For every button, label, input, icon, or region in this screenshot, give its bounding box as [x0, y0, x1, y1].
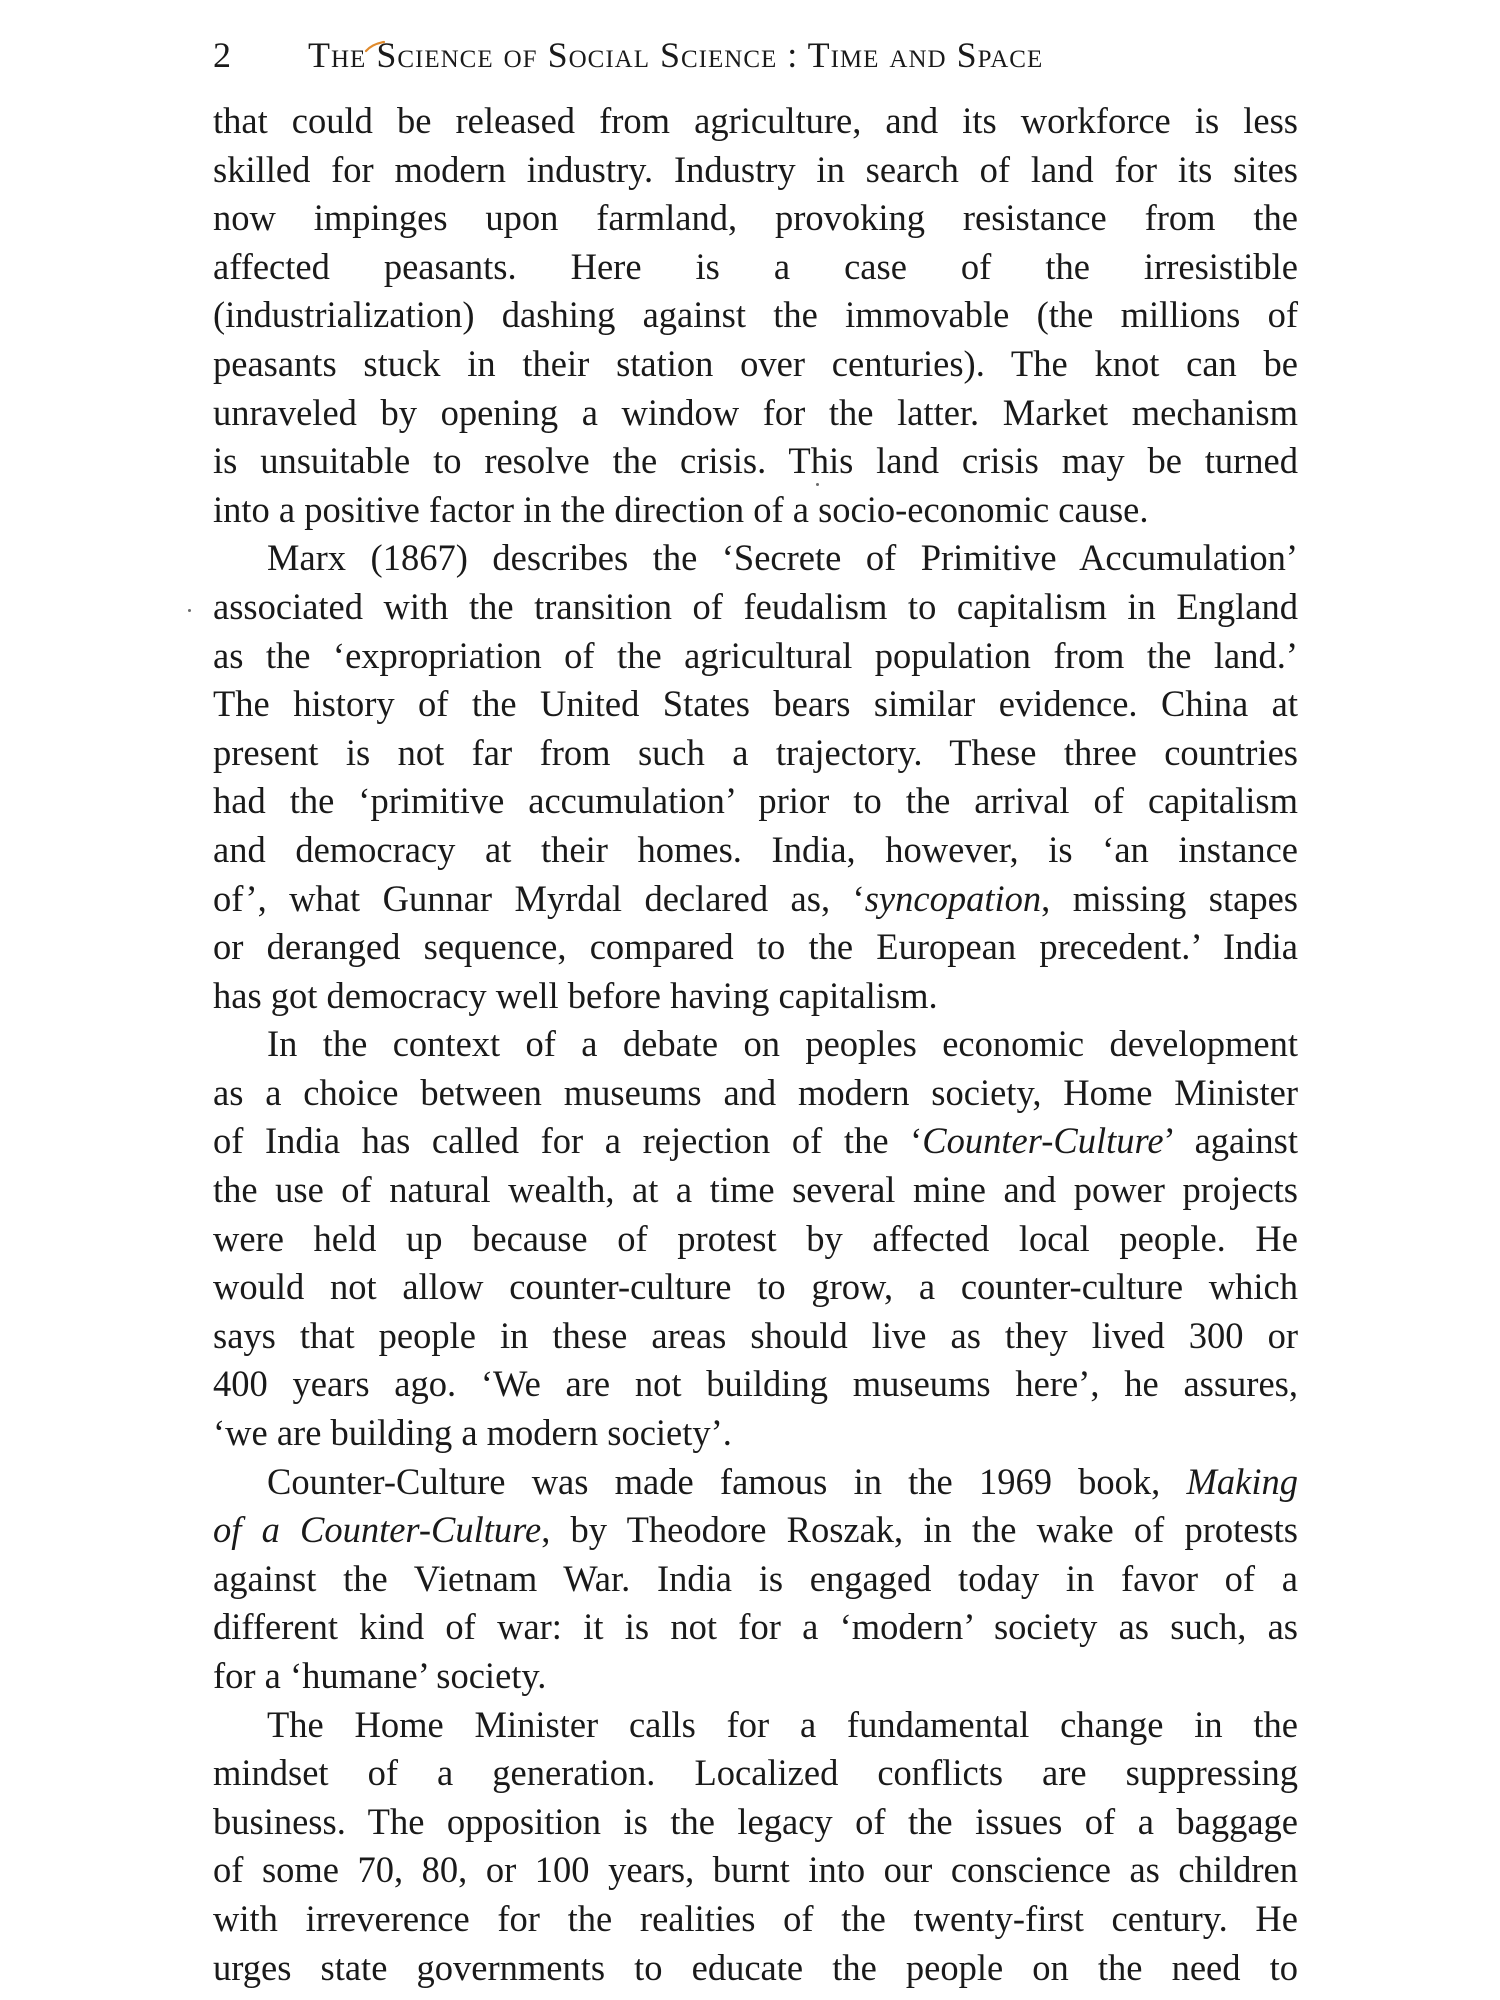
- text-line: [213, 194, 1298, 243]
- line-text: as a choice between museums and modern society, Home Minister: [213, 1071, 1298, 1113]
- text-line: [213, 1117, 1298, 1166]
- line-text: for a ‘humane’ society.: [213, 1655, 547, 1696]
- text-line: [213, 1652, 1298, 1701]
- text-line: [213, 1944, 1298, 1993]
- text-line: [213, 1603, 1298, 1652]
- line-text: Marx (1867) describes the ‘Secrete of Primitive Accumulation’: [267, 537, 1298, 579]
- text-line: [213, 826, 1298, 875]
- text-line: [213, 1312, 1298, 1361]
- line-text: against the Vietnam War. India is engaged today in favor of a: [213, 1557, 1298, 1599]
- stray-mark: [816, 483, 819, 486]
- text-line: [213, 486, 1298, 535]
- text-line: [213, 1701, 1298, 1750]
- text-line: [213, 1360, 1298, 1409]
- body-text: [213, 97, 1298, 1992]
- text-line: [213, 534, 1298, 583]
- line-text: The Home Minister calls for a fundamental change in the: [267, 1703, 1298, 1745]
- text-line: [213, 777, 1298, 826]
- italic-text: Making: [1186, 1460, 1298, 1502]
- line-text: ’ against: [1163, 1120, 1298, 1162]
- running-head: [213, 34, 1298, 82]
- text-line: [213, 1215, 1298, 1264]
- page-number: 2: [213, 35, 232, 75]
- text-line: [213, 340, 1298, 389]
- line-text: of some 70, 80, or 100 years, burnt into our conscience as children: [213, 1849, 1298, 1891]
- line-text: associated with the transition of feudalism to capitalism in England: [213, 585, 1298, 627]
- text-line: [213, 972, 1298, 1021]
- line-text: that could be released from agriculture, and its workforce is less: [213, 100, 1298, 141]
- line-text: of India has called for a rejection of the ‘: [213, 1120, 923, 1162]
- text-line: [213, 680, 1298, 729]
- line-text: unraveled by opening a window for the latter. Market mechanism: [213, 391, 1298, 433]
- text-line: [213, 1020, 1298, 1069]
- running-title: The Science of Social Science : Time and Space: [308, 35, 1044, 75]
- text-line: [213, 1458, 1298, 1507]
- line-text: were held up because of protest by affected local people. He: [213, 1217, 1298, 1259]
- line-text: has got democracy well before having capitalism.: [213, 974, 938, 1016]
- line-text: the use of natural wealth, at a time several mine and power projects: [213, 1169, 1298, 1211]
- text-line: [213, 1263, 1298, 1312]
- text-line: [213, 1798, 1298, 1847]
- paragraph: [213, 1020, 1298, 1457]
- stray-mark: [188, 609, 191, 612]
- line-text: had the ‘primitive accumulation’ prior to the arrival of capitalism: [213, 780, 1298, 822]
- text-line: [213, 1555, 1298, 1604]
- text-line: [213, 1846, 1298, 1895]
- line-text: mindset of a generation. Localized conflicts are suppressing: [213, 1752, 1298, 1794]
- text-line: [213, 1166, 1298, 1215]
- text-line: [213, 583, 1298, 632]
- text-line: [213, 923, 1298, 972]
- text-line: [213, 1895, 1298, 1944]
- line-text: is unsuitable to resolve the crisis. This land crisis may be turned: [213, 440, 1298, 482]
- line-text: urges state governments to educate the people on the need to: [213, 1946, 1298, 1988]
- text-line: [213, 729, 1298, 778]
- line-text: ‘we are building a modern society’.: [213, 1412, 732, 1454]
- text-line: [213, 875, 1298, 924]
- line-text: present is not far from such a trajectory. These three countries: [213, 731, 1298, 773]
- line-text: In the context of a debate on peoples economic development: [267, 1023, 1298, 1065]
- text-line: [213, 437, 1298, 486]
- line-text: or deranged sequence, compared to the European precedent.’ India: [213, 926, 1298, 968]
- line-text: with irreverence for the realities of the twenty-first century. He: [213, 1897, 1298, 1939]
- line-text: affected peasants. Here is a case of the irresistible: [213, 245, 1298, 287]
- text-line: [213, 632, 1298, 681]
- line-text: The history of the United States bears similar evidence. China at: [213, 683, 1298, 725]
- line-text: 400 years ago. ‘We are not building museums here’, he assures,: [213, 1363, 1298, 1405]
- text-line: [213, 389, 1298, 438]
- italic-text: Counter-Culture: [922, 1120, 1164, 1162]
- paragraph: [213, 97, 1298, 534]
- line-text: of’, what Gunnar Myrdal declared as, ‘: [213, 877, 865, 919]
- line-text: business. The opposition is the legacy of the issues of a baggage: [213, 1800, 1298, 1842]
- line-text: skilled for modern industry. Industry in search of land for its sites: [213, 148, 1298, 190]
- text-line: [213, 97, 1298, 146]
- paragraph: [213, 1701, 1298, 1993]
- text-line: [213, 1409, 1298, 1458]
- line-text: (industrialization) dashing against the immovable (the millions of: [213, 294, 1298, 336]
- line-text: , by Theodore Roszak, in the wake of protests: [541, 1509, 1298, 1551]
- text-line: [213, 146, 1298, 195]
- line-text: , missing stapes: [1041, 877, 1298, 919]
- line-text: and democracy at their homes. India, however, is ‘an instance: [213, 828, 1298, 870]
- text-line: [213, 243, 1298, 292]
- line-text: different kind of war: it is not for a ‘modern’ society as such, as: [213, 1606, 1298, 1648]
- paragraph: [213, 534, 1298, 1020]
- line-text: into a positive factor in the direction of a socio-economic cause.: [213, 488, 1149, 530]
- text-line: [213, 1069, 1298, 1118]
- line-text: Counter-Culture was made famous in the 1969 book,: [267, 1460, 1187, 1502]
- text-line: [213, 1749, 1298, 1798]
- line-text: as the ‘expropriation of the agricultural population from the land.’: [213, 634, 1298, 676]
- line-text: peasants stuck in their station over centuries). The knot can be: [213, 342, 1298, 384]
- italic-text: of a Counter-Culture: [213, 1509, 542, 1551]
- text-line: [213, 1506, 1298, 1555]
- line-text: would not allow counter-culture to grow, a counter-culture which: [213, 1266, 1298, 1308]
- line-text: says that people in these areas should live as they lived 300 or: [213, 1314, 1298, 1356]
- paragraph: [213, 1458, 1298, 1701]
- italic-text: syncopation: [864, 877, 1042, 919]
- line-text: now impinges upon farmland, provoking resistance from the: [213, 197, 1298, 239]
- text-line: [213, 291, 1298, 340]
